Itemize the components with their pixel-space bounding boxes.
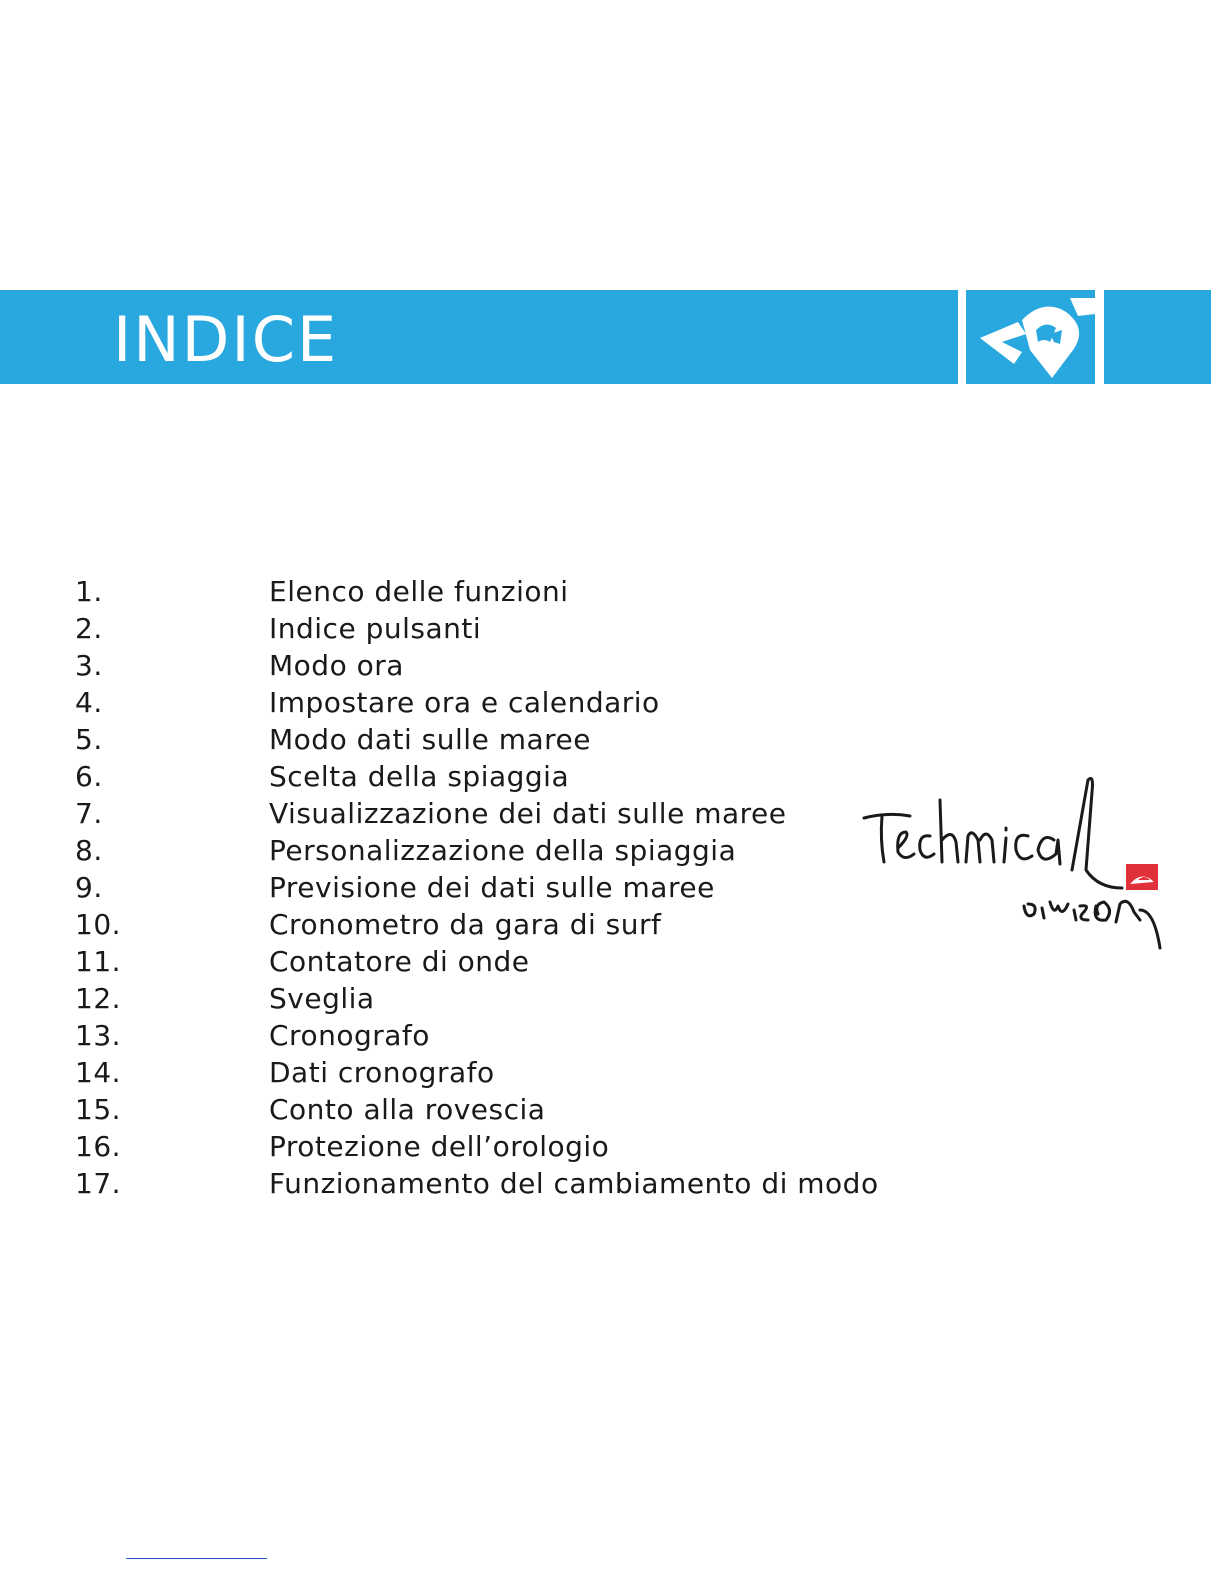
toc-item bbox=[75, 832, 879, 869]
toc-number: 14. bbox=[75, 1056, 122, 1089]
toc-number: 8. bbox=[75, 834, 103, 867]
toc-item bbox=[75, 795, 879, 832]
toc-item bbox=[75, 1165, 879, 1202]
toc-label: Cronometro da gara di surf bbox=[269, 908, 662, 941]
toc-item bbox=[75, 610, 879, 647]
toc-label: Visualizzazione dei dati sulle maree bbox=[269, 797, 787, 830]
toc-item bbox=[75, 1091, 879, 1128]
roxy-logo bbox=[966, 290, 1095, 384]
toc-label: Contatore di onde bbox=[269, 945, 530, 978]
toc-number: 16. bbox=[75, 1130, 122, 1163]
toc-label: Previsione dei dati sulle maree bbox=[269, 871, 715, 904]
toc-number: 7. bbox=[75, 797, 103, 830]
toc-item bbox=[75, 869, 879, 906]
toc-number: 2. bbox=[75, 612, 103, 645]
toc-item bbox=[75, 1054, 879, 1091]
roxy-heart-logo-icon bbox=[966, 290, 1095, 384]
toc-number: 1. bbox=[75, 575, 103, 608]
toc-label: Modo dati sulle maree bbox=[269, 723, 591, 756]
toc-item bbox=[75, 906, 879, 943]
toc-label: Funzionamento del cambiamento di modo bbox=[269, 1167, 879, 1200]
toc-label: Scelta della spiaggia bbox=[269, 760, 570, 793]
toc-label: Sveglia bbox=[269, 982, 375, 1015]
toc-label: Indice pulsanti bbox=[269, 612, 482, 645]
toc-number: 6. bbox=[75, 760, 103, 793]
toc-label: Personalizzazione della spiaggia bbox=[269, 834, 737, 867]
toc-item bbox=[75, 684, 879, 721]
toc-number: 3. bbox=[75, 649, 103, 682]
toc-number: 12. bbox=[75, 982, 122, 1015]
toc-label: Conto alla rovescia bbox=[269, 1093, 546, 1126]
toc-number: 10. bbox=[75, 908, 122, 941]
technical-division-logo-icon bbox=[858, 770, 1168, 955]
toc-number: 5. bbox=[75, 723, 103, 756]
toc-number: 11. bbox=[75, 945, 122, 978]
toc-label: Cronografo bbox=[269, 1019, 430, 1052]
toc-label: Dati cronografo bbox=[269, 1056, 495, 1089]
table-of-contents bbox=[75, 573, 879, 1202]
toc-number: 13. bbox=[75, 1019, 122, 1052]
toc-number: 4. bbox=[75, 686, 103, 719]
toc-number: 15. bbox=[75, 1093, 122, 1126]
footer-link-underline bbox=[126, 1558, 267, 1559]
toc-item bbox=[75, 573, 879, 610]
toc-item bbox=[75, 1128, 879, 1165]
toc-number: 9. bbox=[75, 871, 103, 904]
toc-label: Impostare ora e calendario bbox=[269, 686, 660, 719]
toc-label: Elenco delle funzioni bbox=[269, 575, 569, 608]
toc-item bbox=[75, 758, 879, 795]
header-side-block bbox=[1104, 290, 1211, 384]
page-title: INDICE bbox=[113, 303, 339, 376]
toc-label: Protezione dell’orologio bbox=[269, 1130, 610, 1163]
toc-item bbox=[75, 1017, 879, 1054]
technical-division-signature bbox=[858, 770, 1168, 959]
toc-item bbox=[75, 943, 879, 980]
toc-label: Modo ora bbox=[269, 649, 404, 682]
toc-item bbox=[75, 721, 879, 758]
toc-number: 17. bbox=[75, 1167, 122, 1200]
toc-item bbox=[75, 647, 879, 684]
toc-item bbox=[75, 980, 879, 1017]
